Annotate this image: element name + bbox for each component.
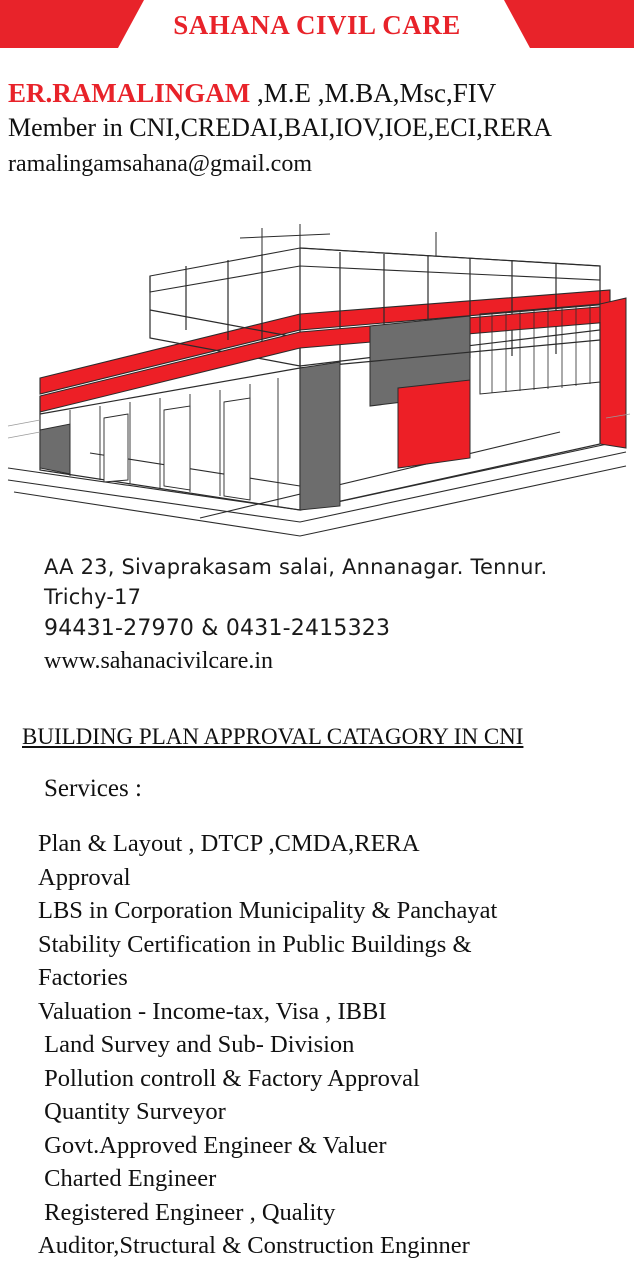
phone-line: 94431-27970 & 0431-2415323: [44, 616, 391, 641]
list-item: Quantity Surveyor: [38, 1098, 226, 1125]
list-item: Land Survey and Sub- Division: [38, 1031, 355, 1058]
website-line[interactable]: www.sahanacivilcare.in: [44, 648, 274, 674]
list-item: Pollution controll & Factory Approval: [38, 1064, 420, 1092]
company-title: SAHANA CIVIL CARE: [173, 10, 461, 40]
list-item: Valuation - Income-tax, Visa , IBBI: [38, 997, 387, 1025]
person-name: ER.RAMALINGAM: [8, 78, 251, 108]
contact-block: [44, 552, 624, 678]
list-item: Approval: [38, 863, 131, 891]
list-item: Charted Engineer: [38, 1165, 217, 1192]
services-label: Services :: [44, 775, 142, 802]
category-heading: BUILDING PLAN APPROVAL CATAGORY IN CNI: [22, 724, 524, 749]
list-item: Plan & Layout , DTCP ,CMDA,RERA: [38, 830, 420, 857]
list-item: LBS in Corporation Municipality & Panchayat: [38, 897, 498, 924]
list-item: Stability Certification in Public Buildings &: [38, 930, 472, 958]
address-line-1: AA 23, Sivaprakasam salai, Annanagar. Tennur.: [44, 555, 548, 579]
person-name-line: [8, 76, 628, 110]
person-qualifications: ,M.E ,M.BA,Msc,FIV: [250, 78, 497, 108]
list-item: Factories: [38, 964, 128, 991]
list-item: Registered Engineer , Quality: [38, 1198, 336, 1226]
list-item: Auditor,Structural & Construction Enginner: [38, 1232, 470, 1259]
list-item: Govt.Approved Engineer & Valuer: [38, 1131, 387, 1159]
header-details: [8, 76, 628, 182]
address-line-2: Trichy-17: [44, 585, 142, 609]
building-sketch-svg: [0, 218, 634, 538]
services-list: [38, 827, 630, 1263]
building-illustration: [0, 218, 634, 538]
memberships-line: Member in CNI,CREDAI,BAI,IOV,IOE,ECI,RERA: [8, 113, 553, 142]
email-line: ramalingamsahana@gmail.com: [8, 151, 312, 177]
